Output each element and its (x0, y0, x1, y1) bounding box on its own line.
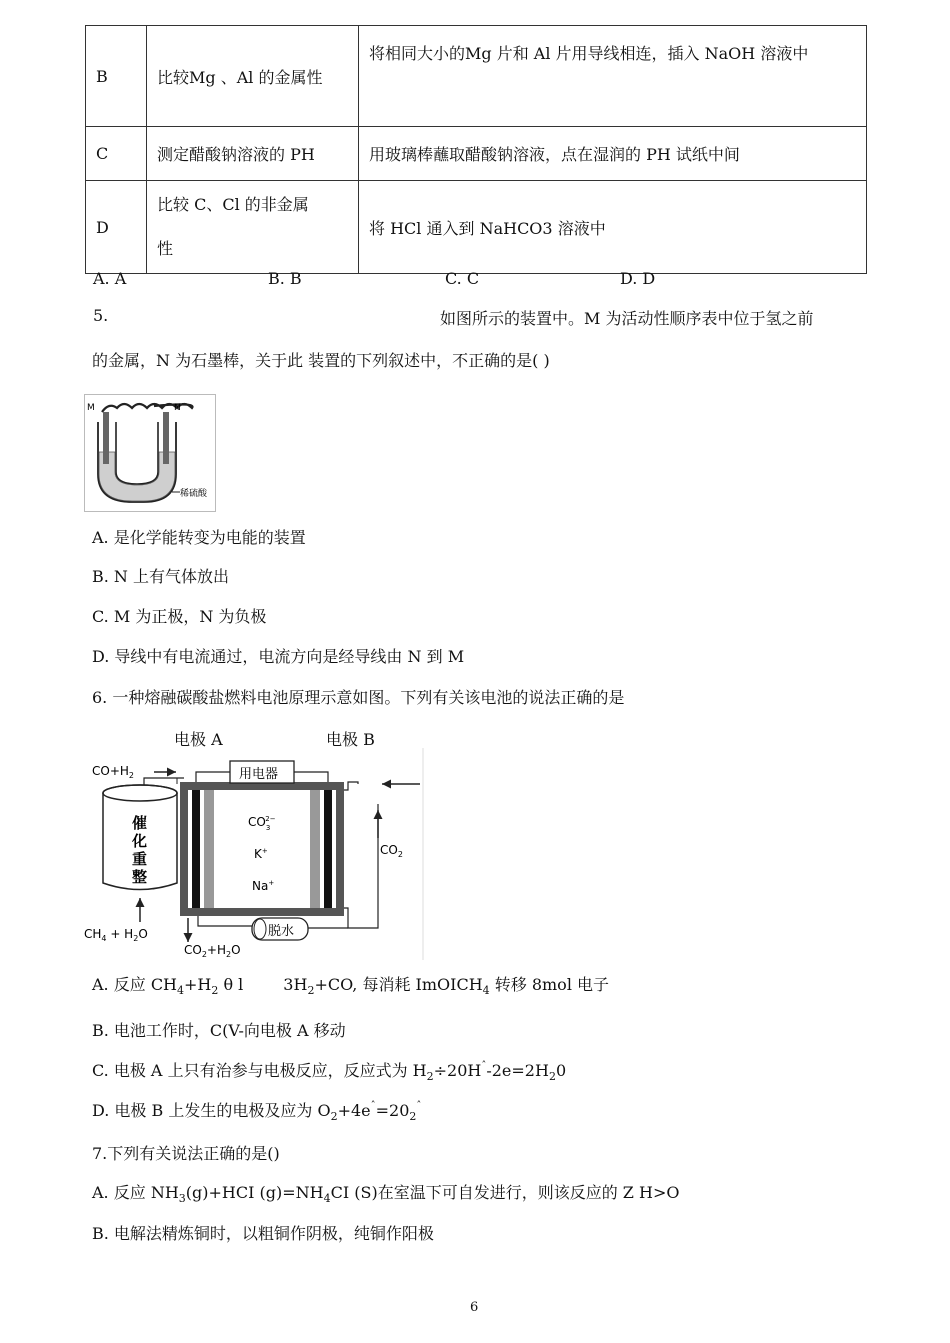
reformer-char: 重 (132, 850, 148, 868)
sodium-ion-label: Na+ (252, 879, 275, 893)
exhaust-label: $CO_2+H_2O$ (184, 943, 241, 959)
row-goal-line1: 比较 C、Cl 的非金属 (157, 195, 309, 214)
row-goal (147, 181, 359, 274)
q6-option-a: A. 反应 $CH_4+H_2$ θ l $3H_2+CO$, 每消耗 ImOICH$_4$ 转移 8mol 电子 (92, 975, 610, 997)
electrode-m-label: M (87, 403, 95, 413)
q6-option-b: B. 电池工作时，C(V-向电极 A 移动 (92, 1021, 346, 1040)
row-method: 将相同大小的Mg 片和 Al 片用导线相连，插入 NaOH 溶液中 (359, 26, 867, 127)
q5-electrolysis-figure (84, 394, 216, 512)
electrode-a-label: 电极 A (174, 730, 223, 749)
table-row (86, 127, 867, 181)
q5-option-c: C. M 为正极，N 为负极 (92, 607, 267, 626)
q5-stem-line1: 如图所示的装置中。M 为活动性顺序表中位于氢之前 (440, 309, 814, 328)
row-goal: 测定醋酸钠溶液的 PH (147, 127, 359, 181)
q6-option-c: C. 电极 A 上只有治参与电极反应，反应式为 $H_2\div 20H^ˆ-2e=2H_20$ (92, 1061, 567, 1083)
fuel-cell-diagram (84, 748, 426, 960)
dehydration-label: 脱水 (268, 924, 295, 939)
q4-choice-c: C. C (445, 269, 480, 288)
q4-choice-a: A. A (93, 269, 127, 288)
q5-number: 5. (93, 306, 109, 325)
options-table (85, 25, 867, 274)
page-number: 6 (470, 1300, 479, 1315)
co2-label: $CO_2$ (380, 843, 403, 859)
row-letter: B (86, 26, 147, 127)
electrode-b-label: 电极 B (326, 730, 375, 749)
reformer-char: 催 (132, 814, 148, 832)
table-row (86, 181, 867, 274)
dilute-sulfuric-acid-label: 稀硫酸 (180, 489, 208, 499)
row-method: 将 HCl 通入到 NaHCO3 溶液中 (359, 181, 867, 274)
reformer-char: 整 (132, 868, 148, 886)
q6-option-d: D. 电极 B 上发生的电极及应为 $O_2+4e^ˆ=20_2^ˆ$ (92, 1101, 422, 1123)
appliance-label: 用电器 (239, 767, 279, 782)
q5-stem-line2: 的金属，N 为石墨棒，关于此 装置的下列叙述中，不正确的是( ) (92, 351, 550, 370)
row-letter: C (86, 127, 147, 181)
electrode-n-label: N (174, 403, 181, 413)
carbonate-ion-label: $CO_32-$ (248, 815, 276, 832)
q4-choice-b: B. B (268, 269, 302, 288)
reformer-char: 化 (132, 832, 148, 850)
methane-input-label: $CH_4 + H_2O$ (84, 927, 148, 943)
q5-option-d: D. 导线中有电流通过，电流方向是经导线由 N 到 M (92, 647, 465, 666)
q7-stem: 7.下列有关说法正确的是() (92, 1144, 280, 1163)
row-letter: D (86, 181, 147, 274)
row-method: 用玻璃棒蘸取醋酸钠溶液，点在湿润的 PH 试纸中间 (359, 127, 867, 181)
q4-choice-d: D. D (620, 269, 656, 288)
q7-option-b: B. 电解法精炼铜时，以粗铜作阴极，纯铜作阳极 (92, 1224, 434, 1243)
q6-stem: 6. 一种熔融碳酸盐燃料电池原理示意如图。下列有关该电池的说法正确的是 (92, 688, 625, 707)
row-goal-line2: 性 (157, 239, 174, 258)
q7-option-a: A. 反应 $NH_3(g)+HCI$ $(g)=NH_4CI$ (S)在室温下可自发进行，则该反应的 Z H>O (92, 1183, 680, 1205)
table-row (86, 26, 867, 127)
row-goal: 比较Mg 、Al 的金属性 (147, 26, 359, 127)
q5-option-b: B. N 上有气体放出 (92, 567, 230, 586)
q5-option-a: A. 是化学能转变为电能的装置 (92, 528, 306, 547)
fuel-input-label: $CO+H_2$ (92, 764, 134, 780)
potassium-ion-label: K+ (254, 847, 268, 861)
